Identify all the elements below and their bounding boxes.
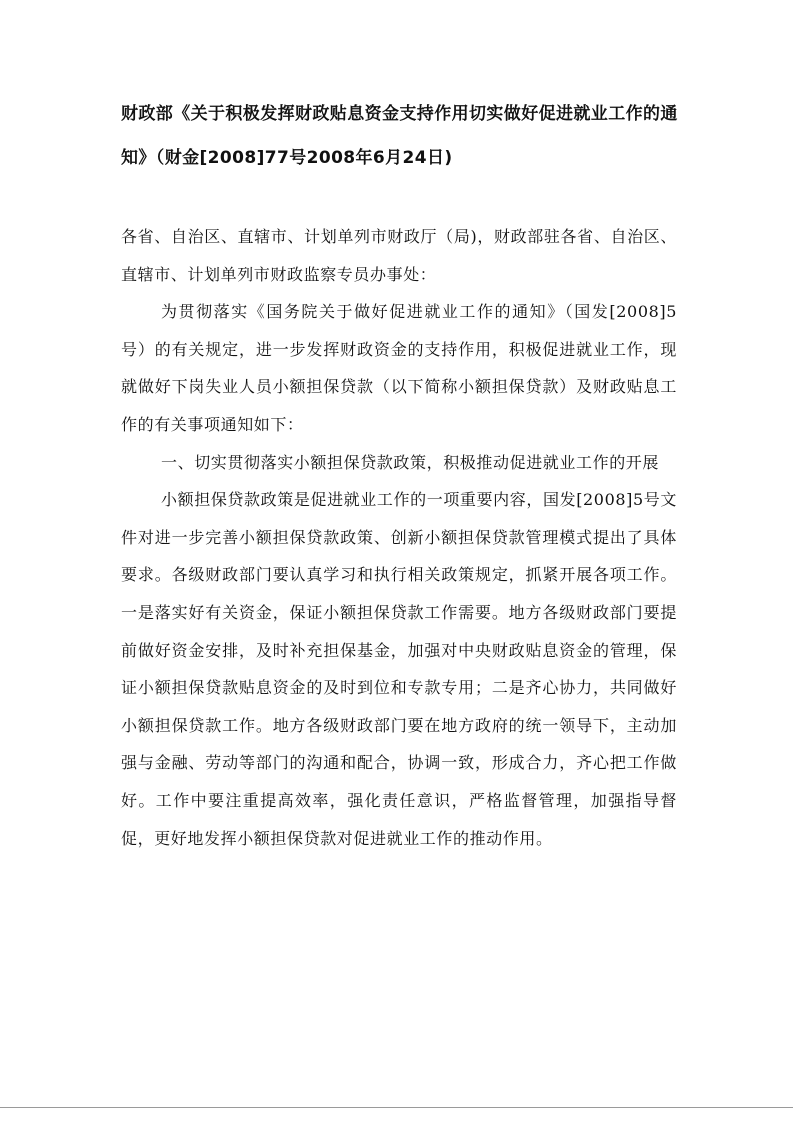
document-title: 财政部《关于积极发挥财政贴息资金支持作用切实做好促进就业工作的通知》（财金[2008]77号2008年6月24日)	[121, 104, 678, 168]
page-bottom-divider	[0, 1107, 793, 1108]
document-body	[121, 218, 677, 857]
section-heading-1: 一、切实贯彻落实小额担保贷款政策，积极推动促进就业工作的开展	[161, 452, 660, 472]
salutation: 各省、自治区、直辖市、计划单列市财政厅（局)，财政部驻各省、自治区、直辖市、计划单列市财政监察专员办事处：	[121, 227, 677, 284]
paragraph-section-1: 小额担保贷款政策是促进就业工作的一项重要内容，国发[2008]5号文件对进一步完善小额担保贷款政策、创新小额担保贷款管理模式提出了具体要求。各级财政部门要认真学习和执行相关政策规定，抓紧开展各项工作。一是落实好有关资金，保证小额担保贷款工作需要。地方各级财政部门要提前做好资金安排，及时补充担保基金，加强对中央财政贴息资金的管理，保证小额担保贷款贴息资金的及时到位和专款专用；二是齐心协力，共同做好小额担保贷款工作。地方各级财政部门要在地方政府的统一领导下，主动加强与金融、劳动等部门的沟通和配合，协调一致，形成合力，齐心把工作做好。工作中要注重提高效率，强化责任意识，严格监督管理，加强指导督促，更好地发挥小额担保贷款对促进就业工作的推动作用。	[121, 490, 677, 848]
paragraph-intro: 为贯彻落实《国务院关于做好促进就业工作的通知》（国发[2008]5号）的有关规定，进一步发挥财政资金的支持作用，积极促进就业工作，现就做好下岗失业人员小额担保贷款（以下简称小额担保贷款）及财政贴息工作的有关事项通知如下：	[121, 302, 677, 434]
